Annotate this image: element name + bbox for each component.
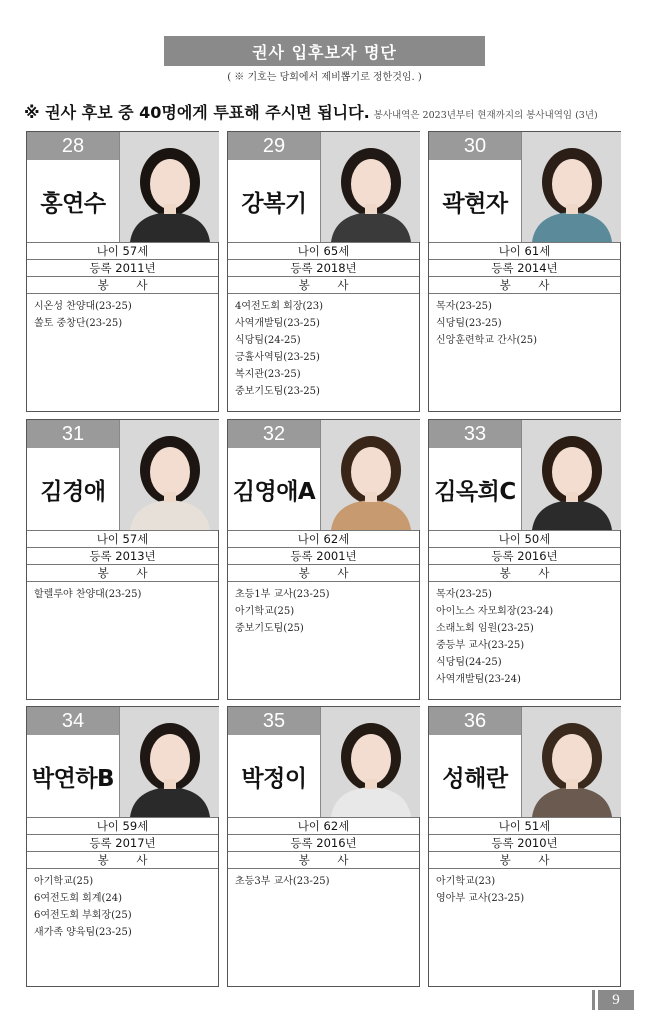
- candidate-age: 나이 57세: [27, 530, 218, 548]
- service-label: 봉 사: [429, 564, 620, 581]
- service-item: 4여전도회 회장(23): [235, 301, 324, 312]
- portrait-image: [522, 707, 621, 817]
- candidate-card: [227, 419, 420, 700]
- portrait-image: [321, 420, 420, 530]
- candidate-number: 34: [27, 707, 119, 735]
- candidate-photo: [320, 132, 420, 242]
- service-list: [34, 873, 132, 941]
- service-list: [34, 586, 141, 603]
- candidate-number: 35: [228, 707, 320, 735]
- divider: [228, 293, 419, 294]
- service-item: 새가족 양육팀(23-25): [34, 927, 132, 938]
- candidate-card: [428, 706, 621, 987]
- service-period-note: 봉사내역은 2023년부터 현재까지의 봉사내역임 (3년): [373, 110, 598, 121]
- candidate-age: 나이 57세: [27, 242, 218, 260]
- portrait-image: [522, 132, 621, 242]
- page-number: 9: [598, 990, 634, 1010]
- candidate-name: 곽현자: [442, 190, 508, 217]
- portrait-image: [120, 707, 219, 817]
- service-list: [436, 873, 524, 907]
- candidate-photo: [521, 707, 621, 817]
- candidate-registration: 등록 2016년: [228, 834, 419, 852]
- service-label: 봉 사: [228, 851, 419, 868]
- candidate-number: 31: [27, 420, 119, 448]
- candidate-card: [428, 419, 621, 700]
- service-list: [436, 298, 537, 349]
- voting-instruction-text: ※ 권사 후보 중 40명에게 투표해 주시면 됩니다.: [24, 103, 370, 122]
- service-item: 목자(23-25): [436, 301, 492, 312]
- candidate-photo: [521, 132, 621, 242]
- candidate-photo: [119, 420, 219, 530]
- candidate-number: 28: [27, 132, 119, 160]
- portrait-image: [120, 420, 219, 530]
- service-label: 봉 사: [27, 564, 218, 581]
- service-item: 목자(23-25): [436, 589, 492, 600]
- divider: [228, 581, 419, 582]
- candidate-name: 박연하B: [31, 765, 115, 792]
- candidate-photo: [521, 420, 621, 530]
- service-list: [235, 298, 323, 400]
- candidate-number: 33: [429, 420, 521, 448]
- service-label: 봉 사: [228, 276, 419, 293]
- service-label: 봉 사: [429, 851, 620, 868]
- service-item: 시온성 찬양대(23-25): [34, 301, 132, 312]
- candidate-registration: 등록 2001년: [228, 547, 419, 565]
- candidate-age: 나이 61세: [429, 242, 620, 260]
- candidate-card: [227, 131, 420, 412]
- candidate-card: [227, 706, 420, 987]
- portrait-image: [120, 132, 219, 242]
- candidate-age: 나이 59세: [27, 817, 218, 835]
- service-list: [34, 298, 132, 332]
- divider: [27, 293, 218, 294]
- candidate-age: 나이 62세: [228, 530, 419, 548]
- service-label: 봉 사: [27, 276, 218, 293]
- candidate-photo: [320, 707, 420, 817]
- divider: [27, 868, 218, 869]
- portrait-image: [522, 420, 621, 530]
- divider: [27, 581, 218, 582]
- service-item: 초등1부 교사(23-25): [235, 589, 330, 600]
- service-item: 복지관(23-25): [235, 369, 301, 380]
- service-item: 6여전도회 부회장(25): [34, 910, 132, 921]
- candidate-registration: 등록 2010년: [429, 834, 620, 852]
- divider: [429, 581, 620, 582]
- candidate-name: 강복기: [241, 190, 307, 217]
- service-item: 6여전도회 회계(24): [34, 893, 123, 904]
- candidate-number: 36: [429, 707, 521, 735]
- candidate-card: [428, 131, 621, 412]
- candidate-name: 김옥희C: [434, 478, 516, 505]
- candidate-registration: 등록 2016년: [429, 547, 620, 565]
- divider: [429, 868, 620, 869]
- candidate-photo: [119, 132, 219, 242]
- service-item: 할렐루야 찬양대(23-25): [34, 589, 142, 600]
- service-label: 봉 사: [429, 276, 620, 293]
- service-list: [235, 873, 329, 890]
- service-list: [235, 586, 329, 637]
- service-item: 영아부 교사(23-25): [436, 893, 525, 904]
- service-label: 봉 사: [27, 851, 218, 868]
- service-item: 소래노회 임원(23-25): [436, 623, 534, 634]
- service-item: 쏠토 중창단(23-25): [34, 318, 123, 329]
- page-title: 권사 입후보자 명단: [164, 36, 485, 66]
- candidate-name: 박정이: [241, 765, 307, 792]
- service-item: 긍휼사역팀(23-25): [235, 352, 320, 363]
- service-item: 사역개발팀(23-24): [436, 674, 521, 685]
- candidate-card: [26, 706, 219, 987]
- divider: [429, 293, 620, 294]
- candidate-name: 김경애: [40, 478, 106, 505]
- service-item: 식당팀(24-25): [436, 657, 502, 668]
- service-item: 신앙훈련학교 간사(25): [436, 335, 537, 346]
- candidate-photo: [320, 420, 420, 530]
- service-list: [436, 586, 553, 688]
- service-item: 중보기도팀(25): [235, 623, 304, 634]
- service-label: 봉 사: [228, 564, 419, 581]
- candidate-name: 김영애A: [232, 478, 316, 505]
- service-item: 아이노스 자모회장(23-24): [436, 606, 554, 617]
- service-item: 사역개발팀(23-25): [235, 318, 320, 329]
- candidate-name: 홍연수: [40, 190, 106, 217]
- candidate-age: 나이 51세: [429, 817, 620, 835]
- candidate-number: 32: [228, 420, 320, 448]
- candidate-registration: 등록 2011년: [27, 259, 218, 277]
- candidate-name: 성해란: [442, 765, 508, 792]
- candidate-card: [26, 131, 219, 412]
- candidate-number: 29: [228, 132, 320, 160]
- candidate-registration: 등록 2018년: [228, 259, 419, 277]
- service-item: 중등부 교사(23-25): [436, 640, 525, 651]
- service-item: 아기학교(25): [34, 876, 94, 887]
- service-item: 식당팀(24-25): [235, 335, 301, 346]
- service-item: 아기학교(23): [436, 876, 496, 887]
- candidate-age: 나이 65세: [228, 242, 419, 260]
- candidate-age: 나이 50세: [429, 530, 620, 548]
- candidate-registration: 등록 2013년: [27, 547, 218, 565]
- page-subtitle: ( ※ 기호는 당회에서 제비뽑기로 정한것임. ): [227, 72, 422, 83]
- candidate-registration: 등록 2017년: [27, 834, 218, 852]
- service-item: 아기학교(25): [235, 606, 295, 617]
- service-item: 초등3부 교사(23-25): [235, 876, 330, 887]
- service-item: 식당팀(23-25): [436, 318, 502, 329]
- candidate-registration: 등록 2014년: [429, 259, 620, 277]
- voting-instruction: [24, 100, 634, 123]
- candidate-age: 나이 62세: [228, 817, 419, 835]
- divider: [228, 868, 419, 869]
- service-item: 중보기도팀(23-25): [235, 386, 320, 397]
- candidate-card: [26, 419, 219, 700]
- candidate-photo: [119, 707, 219, 817]
- candidate-number: 30: [429, 132, 521, 160]
- portrait-image: [321, 132, 420, 242]
- portrait-image: [321, 707, 420, 817]
